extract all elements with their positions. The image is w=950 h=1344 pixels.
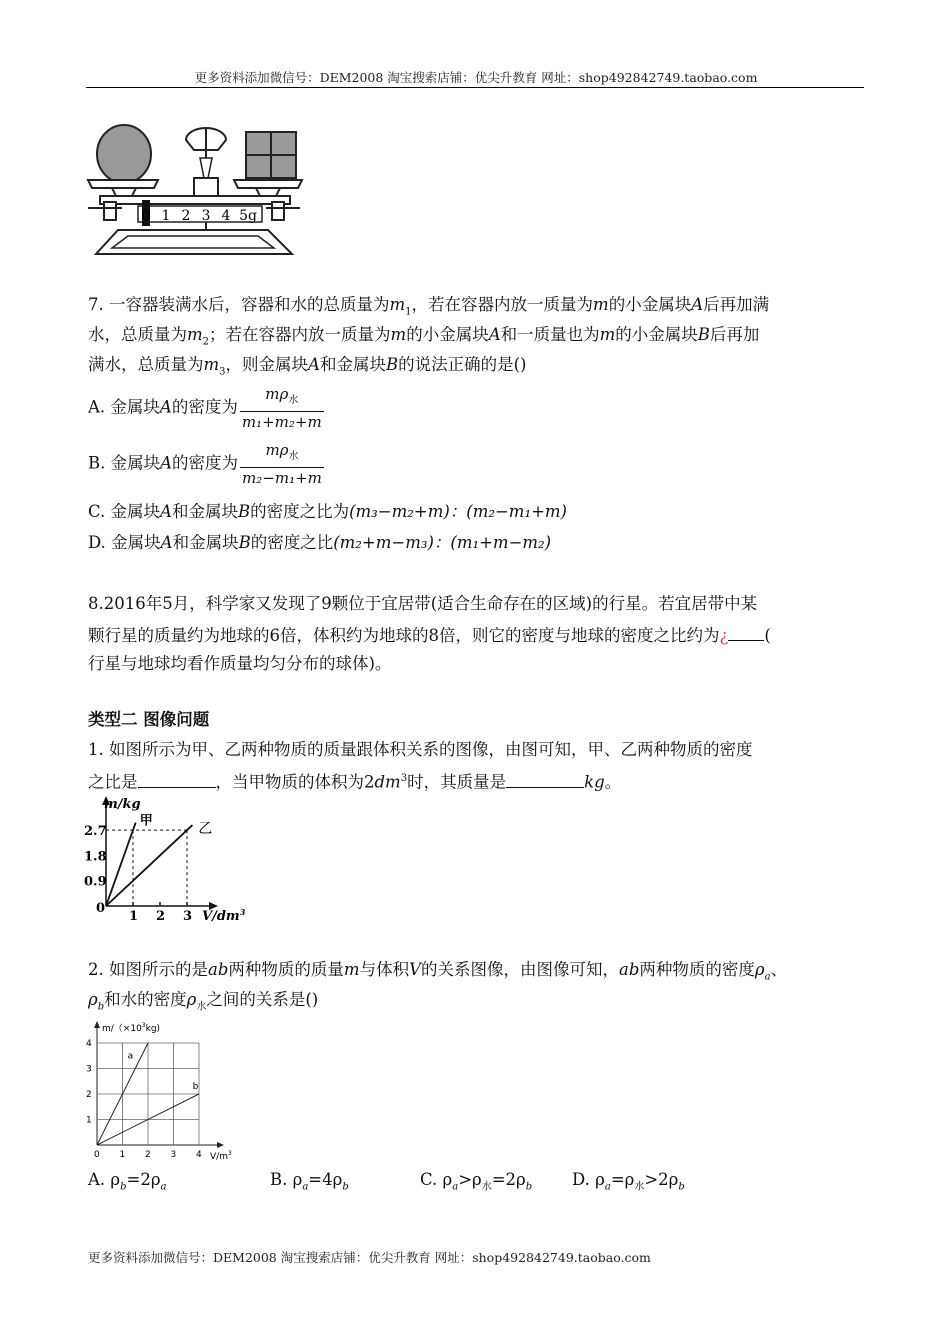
density-chart-1 xyxy=(84,792,254,924)
y-tick-label: 1.8 xyxy=(84,849,107,865)
y-tick-label: 1 xyxy=(86,1115,92,1126)
q2-2-line1: 2. 如图所示的是ab两种物质的质量m与体积V的关系图像，由图像可知，ab两种物质的密度$\rho_a$、 xyxy=(88,960,788,983)
y-tick-label: 4 xyxy=(86,1039,92,1049)
q2-2-option-a: A. $\rho_b=2\rho_a$ xyxy=(88,1170,167,1193)
scale-label: 1 xyxy=(161,208,171,224)
q8-line3: 行星与地球均看作质量均匀分布的球体)。 xyxy=(88,654,392,673)
x-axis-label: $V/dm^3$ xyxy=(202,907,246,924)
y-tick-label: 2.7 xyxy=(84,824,107,840)
series-line-yi xyxy=(106,825,192,906)
x-tick-label: 1 xyxy=(129,909,139,924)
density-chart-2 xyxy=(82,1017,244,1163)
origin-label: 0 xyxy=(96,901,106,916)
q7-option-d: D. 金属块A和金属块B的密度之比(m₂+m−m₃)：(m₁+m−m₂) xyxy=(88,533,552,552)
series-line-jia xyxy=(106,823,136,906)
q7-line2: 水，总质量为$m_2$；若在容器内放一质量为m的小金属块A和一质量也为m的小金属块B后再加 xyxy=(88,325,760,348)
x-tick-label: 3 xyxy=(183,909,193,924)
q2-2-option-b: B. $\rho_a=4\rho_b$ xyxy=(270,1170,349,1193)
q8-line1: 8.2016年5月，科学家又发现了9颗位于宜居带(适合生命存在的区域)的行星。若宜居带中某 xyxy=(88,594,758,613)
page-footer: 更多资料添加微信号：DEM2008 淘宝搜索店铺：优尖升教育 网址：shop492842749.taobao.com xyxy=(88,1250,651,1265)
x-tick-label: 2 xyxy=(156,909,166,924)
balance-scale-figure xyxy=(82,118,304,262)
x-tick-label: 1 xyxy=(119,1150,126,1160)
scale-label: 2 xyxy=(181,208,191,224)
x-tick-label: 4 xyxy=(196,1150,202,1160)
series-label-a: a xyxy=(127,1051,134,1062)
q2-1-line2: 之比是 ，当甲物质的体积为$2dm^3$时，其质量是 kg。 xyxy=(88,767,621,795)
q7-option-c: C. 金属块A和金属块B的密度之比为(m₃−m₂+m)：(m₂−m₁+m) xyxy=(88,502,567,521)
q7-option-a: A. 金属块A的密度为 $\frac{m\rho_水}{\text{m₁+m₂+m}}$ xyxy=(88,385,322,431)
series-label-b: b xyxy=(192,1081,199,1092)
x-tick-label: 0 xyxy=(94,1150,100,1160)
q2-2-line2: $\rho_b$和水的密度$\rho_水$之间的关系是() xyxy=(88,990,319,1013)
y-tick-label: 3 xyxy=(86,1064,92,1075)
q8-line2: 颗行星的质量约为地球的6倍，体积约为地球的8倍，则它的密度与地球的密度之比约为¿ ( xyxy=(88,622,771,648)
y-axis-label: $m/(\times 10^3kg)$ xyxy=(102,1022,161,1034)
round-object xyxy=(97,125,151,183)
scale-label: 3 xyxy=(201,208,211,224)
header-divider xyxy=(86,87,864,88)
section-title: 类型二 图像问题 xyxy=(88,710,210,729)
q7-line1: 7. 一容器装满水后，容器和水的总质量为$m_1$，若在容器内放一质量为m的小金属块A后再加满 xyxy=(88,295,770,318)
x-tick-label: 2 xyxy=(145,1150,151,1160)
series-label-jia: 甲 xyxy=(139,813,153,829)
series-label-yi: 乙 xyxy=(198,820,213,837)
q2-2-option-d: D. $\rho_a=\rho_水>2\rho_b$ xyxy=(572,1170,685,1193)
scale-label: 5g xyxy=(239,208,257,224)
y-axis-label: m/kg xyxy=(104,797,141,812)
q2-1-line1: 1. 如图所示为甲、乙两种物质的质量跟体积关系的图像，由图可知，甲、乙两种物质的密度 xyxy=(88,740,753,759)
page-header: 更多资料添加微信号：DEM2008 淘宝搜索店铺：优尖升教育 网址：shop492842749.taobao.com xyxy=(194,70,758,85)
q2-2-option-c: C. $\rho_a>\rho_水=2\rho_b$ xyxy=(420,1170,533,1193)
scale-label: 0 xyxy=(141,208,151,224)
x-axis-label: $V/m^3$ xyxy=(210,1150,232,1162)
y-tick-label: 2 xyxy=(86,1090,92,1100)
x-tick-label: 3 xyxy=(170,1150,177,1160)
scale-label: 4 xyxy=(221,208,231,224)
y-tick-label: 0.9 xyxy=(84,874,107,890)
q7-line3: 满水，总质量为$m_3$，则金属块A和金属块B的说法正确的是() xyxy=(88,355,527,378)
q7-option-b: B. 金属块A的密度为 $\frac{m\rho_水}{\text{m₂−m₁+m}}$ xyxy=(88,441,322,487)
